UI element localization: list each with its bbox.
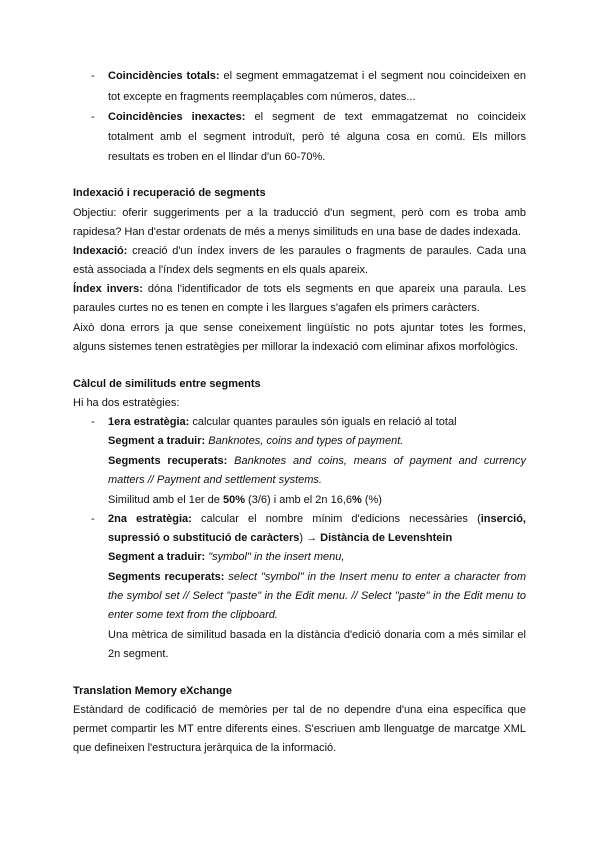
- strategy2-source-line: [108, 550, 344, 564]
- similarity-value-50: 50%: [222, 494, 245, 506]
- strategy1-recovered-label: Segments recuperats:: [108, 455, 228, 467]
- strategy2-recovered-line1: [108, 570, 526, 584]
- bullet-total-term: Coincidències totals:: [108, 70, 220, 82]
- strategy2-arrow: ) →: [299, 532, 321, 544]
- levenshtein-term: Distància de Levenshtein: [320, 532, 453, 544]
- strategy1-recovered-line2: matters // Payment and settlement systems.: [108, 474, 322, 486]
- strategy2-metric-line2: 2n segment.: [108, 648, 169, 660]
- strategy1-line: [108, 415, 457, 429]
- strategy2-recovered-line2: the symbol set // Select "paste" in the Edit menu. // Select "paste" in the Edit menu to: [108, 590, 526, 602]
- strategies-intro: Hi ha dos estratègies:: [73, 397, 180, 409]
- bullet-inexact-line1: [108, 110, 526, 124]
- index-invers-line2: paraules curtes no es tenen en compte i les llargues s'agafen els primers caràcters.: [73, 302, 480, 314]
- strategy1-similarity: [108, 493, 382, 507]
- objective-line1: Objectiu: oferir suggeriments per a la traducció d'un segment, però com es troba amb: [73, 207, 526, 219]
- indexacio-line2: està associada a l'índex dels segments en els quals apareix.: [73, 264, 368, 276]
- similarity-text-e: (%): [361, 494, 382, 506]
- strategy2-desc: calcular el nombre mínim d'edicions necessàries (: [191, 513, 481, 525]
- strategy2-line1: [108, 512, 526, 526]
- bullet-dash: -: [91, 416, 95, 428]
- bullet-dash: -: [91, 70, 95, 82]
- section-heading-tmx: Translation Memory eXchange: [73, 685, 232, 697]
- section-heading-similituds: Càlcul de similituds entre segments: [73, 378, 261, 390]
- strategy1-source-line: [108, 434, 403, 448]
- bullet-total-text: el segment emmagatzemat i el segment nou coincideixen en: [219, 70, 526, 82]
- strategy1-recovered-line1: [108, 454, 526, 468]
- bullet-dash: -: [91, 513, 95, 525]
- index-invers-term: Índex invers:: [73, 283, 143, 295]
- bullet-total-line1: [108, 69, 526, 83]
- strategy1-term: 1era estratègia:: [108, 416, 190, 428]
- strategy2-source-text: "symbol" in the insert menu,: [205, 551, 345, 563]
- strategy2-source-label: Segment a traduir:: [108, 551, 206, 563]
- bullet-inexact-line3: resultats es troben en el llindar d'un 60-70%.: [108, 151, 326, 163]
- strategy2-metric-line1: Una mètrica de similitud basada en la distància d'edició donaria com a més similar el: [108, 629, 526, 641]
- strategy2-term: 2na estratègia:: [108, 513, 192, 525]
- tmx-line1: Estàndard de codificació de memòries per tal de no dependre d'una eina específica que: [73, 704, 526, 716]
- strategy2-recovered-line3: enter some text from the clipboard.: [108, 609, 278, 621]
- errors-line2: alguns sistemes tenen estratègies per millorar la indexació com eliminar afixos morfològics.: [73, 341, 519, 353]
- similarity-percent: %: [352, 494, 362, 506]
- strategy2-recovered-label: Segments recuperats:: [108, 571, 225, 583]
- indexacio-term: Indexació:: [73, 245, 128, 257]
- bullet-inexact-text: el segment de text emmagatzemat no coincideix: [245, 111, 526, 123]
- strategy1-desc: calcular quantes paraules són iguals en relació al total: [189, 416, 457, 428]
- tmx-line3: que defineixen l'estructura jeràrquica de la informació.: [73, 742, 337, 754]
- index-invers-line1: [73, 282, 526, 296]
- strategy2-line2: [108, 531, 452, 545]
- strategy2-operations: supressió o substitució de caràcters: [108, 532, 300, 544]
- strategy1-recovered-text: Banknotes and coins, means of payment and currency: [227, 455, 526, 467]
- bullet-inexact-term: Coincidències inexactes:: [108, 111, 246, 123]
- objective-line2: rapidesa? Han d'estar ordenats de més a menys similituds en una base de dades indexada.: [73, 226, 521, 238]
- strategy1-source-text: Banknotes, coins and types of payment.: [205, 435, 404, 447]
- indexacio-text: creació d'un índex invers de les paraules o fragments de paraules. Cada una: [127, 245, 526, 257]
- bullet-dash: -: [91, 111, 95, 123]
- bullet-total-line2: tot excepte en fragments reemplaçables com números, dates...: [108, 91, 416, 103]
- strategy2-insertion: inserció,: [480, 513, 526, 525]
- tmx-line2: permet compartir les MT entre diferents eines. S'escriuen amb llenguatge de marcatge XML: [73, 723, 526, 735]
- bullet-inexact-line2: totalment amb el segment introduït, però té alguna cosa en comú. Els millors: [108, 131, 526, 143]
- strategy1-source-label: Segment a traduir:: [108, 435, 206, 447]
- errors-line1: Això dona errors ja que sense coneixement lingüístic no pots ajuntar totes les formes,: [73, 322, 526, 334]
- similarity-text-c: (3/6) i amb el 2n 16,6: [244, 494, 352, 506]
- similarity-text-a: Similitud amb el 1er de: [108, 494, 223, 506]
- section-heading-indexacio: Indexació i recuperació de segments: [73, 187, 266, 199]
- strategy2-recovered-text: select "symbol" in the Insert menu to enter a character from: [224, 571, 526, 583]
- index-invers-text: dóna l'identificador de tots els segments en que apareix una paraula. Les: [142, 283, 526, 295]
- indexacio-line1: [73, 244, 526, 258]
